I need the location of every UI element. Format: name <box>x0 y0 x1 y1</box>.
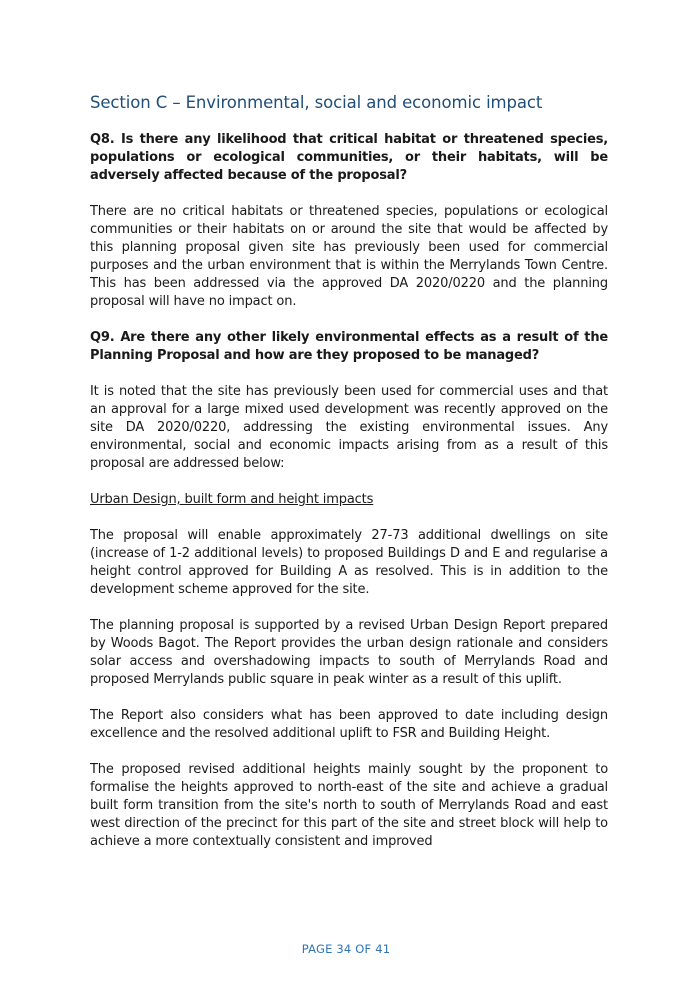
section-heading: Section C – Environmental, social and economic impact <box>90 93 543 112</box>
urban-design-paragraph: The planning proposal is supported by a revised Urban Design Report prepared by Woods Bagot. The Report provides the urban design rationale and considers solar access and overshadowing impacts to south of Merrylands Road and proposed Merrylands public square in peak winter as a result of this uplift. <box>90 618 608 687</box>
urban-design-paragraph: The Report also considers what has been approved to date including design excellence and the resolved additional uplift to FSR and Building Height. <box>90 708 608 741</box>
page-number-footer: PAGE 34 OF 41 <box>301 942 391 956</box>
answer-q8: There are no critical habitats or threatened species, populations or ecological communities or their habitats on or around the site that would be affected by this planning proposal given site has previously been used for commercial purposes and the urban environment that is within the Merrylands Town Centre. This has been addressed via the approved DA 2020/0220 and the planning proposal will have no impact on. <box>90 204 608 309</box>
question-q9: Q9. Are there any other likely environmental effects as a result of the Planning Proposal and how are they proposed to be managed? <box>90 330 608 363</box>
question-q8: Q8. Is there any likelihood that critical habitat or threatened species, populations or ecological communities, or their habitats, will be adversely affected because of the proposal? <box>90 132 608 183</box>
urban-design-subheading: Urban Design, built form and height impacts <box>90 492 374 507</box>
urban-design-paragraph: The proposed revised additional heights mainly sought by the proponent to formalise the heights approved to north-east of the site and achieve a gradual built form transition from the site's north to south of Merrylands Road and east west direction of the precinct for this part of the site and street block will help to achieve a more contextually consistent and improved <box>90 762 608 849</box>
answer-q9: It is noted that the site has previously been used for commercial uses and that an approval for a large mixed used development was recently approved on the site DA 2020/0220, addressing the existing environmental issues. Any environmental, social and economic impacts arising from as a result of this proposal are addressed below: <box>90 384 608 471</box>
urban-design-paragraph: The proposal will enable approximately 27-73 additional dwellings on site (increase of 1-2 additional levels) to proposed Buildings D and E and regularise a height control approved for Building A as resolved. This is in addition to the development scheme approved for the site. <box>90 528 608 597</box>
page-content <box>90 92 608 869</box>
